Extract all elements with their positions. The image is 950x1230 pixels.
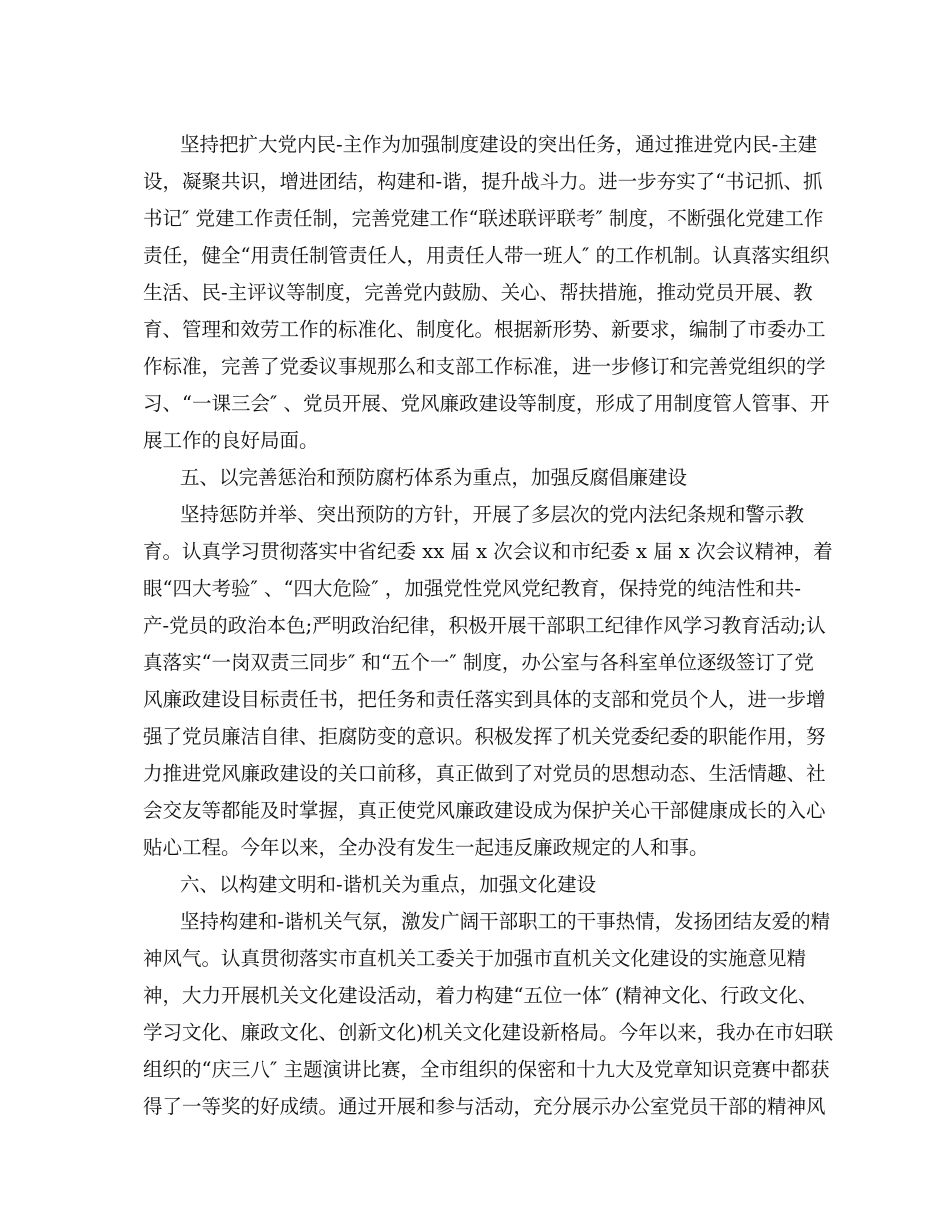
paragraph-line: 设，凝聚共识，增进团结，构建和-谐，提升战斗力。进一步夯实了“书记抓、抓 (143, 170, 823, 193)
paragraph-line: 眼“四大考验″ 、“四大危险″ ，加强党性党风党纪教育，保持党的纯洁性和共- (143, 577, 801, 600)
paragraph-line: 组织的“庆三八″ 主题演讲比赛，全市组织的保密和十九大及党章知识竞赛中都获 (143, 1058, 830, 1081)
paragraph-line: 育、管理和效劳工作的标准化、制度化。根据新形势、新要求，编制了市委办工 (143, 318, 826, 341)
paragraph-line: 展工作的良好局面。 (143, 429, 319, 452)
paragraph-line: 产-党员的政治本色;严明政治纪律，积极开展干部职工纪律作风学习教育活动;认 (143, 614, 826, 637)
paragraph-line: 习、“一课三会″ 、党员开展、党风廉政建设等制度，形成了用制度管人管事、开 (143, 392, 830, 415)
paragraph-line: 风廉政建设目标责任书，把任务和责任落实到具体的支部和党员个人，进一步增 (143, 688, 826, 711)
paragraph-line: 真落实“一岗双责三同步″ 和“五个一″ 制度，办公室与各科室单位逐级签订了党 (143, 651, 814, 674)
section-heading: 六、以构建文明和-谐机关为重点，加强文化建设 (180, 873, 597, 896)
paragraph-line: 责任，健全“用责任制管责任人，用责任人带一班人″ 的工作机制。认真落实组织 (143, 244, 830, 267)
paragraph-line: 会交友等都能及时掌握，真正使党风廉政建设成为保护关心干部健康成长的入心 (143, 799, 826, 822)
paragraph-line: 得了一等奖的好成绩。通过开展和参与活动，充分展示办公室党员干部的精神风 (143, 1095, 826, 1118)
paragraph-line: 神风气。认真贯彻落实市直机关工委关于加强市直机关文化建设的实施意见精 (143, 947, 807, 970)
paragraph-line: 神，大力开展机关文化建设活动，着力构建“五位一体″ (精神文化、行政文化、 (143, 984, 818, 1007)
paragraph-line: 学习文化、廉政文化、创新文化)机关文化建设新格局。今年以来，我办在市妇联 (143, 1021, 834, 1044)
paragraph-line: 力推进党风廉政建设的关口前移，真正做到了对党员的思想动态、生活情趣、社 (143, 762, 826, 785)
paragraph-line: 坚持惩防并举、突出预防的方针，开展了多层次的党内法纪条规和警示教 (180, 503, 805, 526)
paragraph-line: 强了党员廉洁自律、拒腐防变的意识。积极发挥了机关党委纪委的职能作用，努 (143, 725, 826, 748)
paragraph-line: 坚持构建和-谐机关气氛，激发广阔干部职工的干事热情，发扬团结友爱的精 (180, 910, 831, 933)
section-heading: 五、以完善惩治和预防腐朽体系为重点，加强反腐倡廉建设 (180, 466, 688, 489)
paragraph-line: 坚持把扩大党内民-主作为加强制度建设的突出任务，通过推进党内民-主建 (180, 133, 818, 156)
paragraph-line: 作标准，完善了党委议事规那么和支部工作标准，进一步修订和完善党组织的学 (143, 355, 826, 378)
paragraph-line: 育。认真学习贯彻落实中省纪委 xx 届 x 次会议和市纪委 x 届 x 次会议精神，着 (143, 540, 833, 563)
paragraph-line: 生活、民-主评议等制度，完善党内鼓励、关心、帮扶措施，推动党员开展、教 (143, 281, 813, 304)
paragraph-line: 贴心工程。今年以来，全办没有发生一起违反廉政规定的人和事。 (143, 836, 709, 859)
paragraph-line: 书记″ 党建工作责任制，完善党建工作“联述联评联考″ 制度，不断强化党建工作 (143, 207, 824, 230)
